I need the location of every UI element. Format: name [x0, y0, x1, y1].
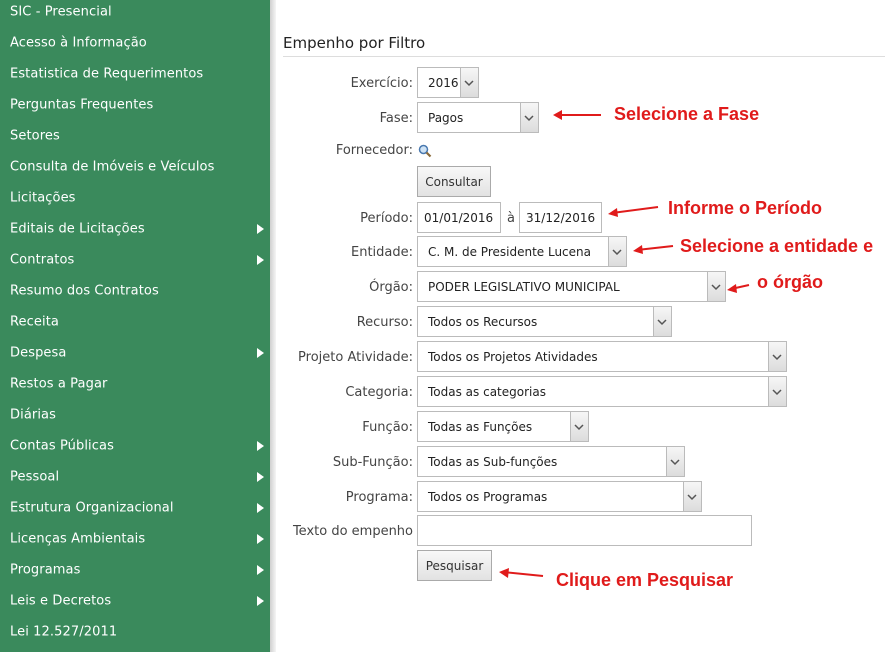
orgao-value: PODER LEGISLATIVO MUNICIPAL: [428, 279, 620, 294]
orgao-label: Órgão:: [369, 280, 413, 295]
entidade-value: C. M. de Presidente Lucena: [428, 244, 591, 259]
sidebar-item-label: Diárias: [10, 407, 56, 422]
programa-value: Todos os Programas: [428, 489, 548, 504]
recurso-value: Todos os Recursos: [428, 314, 538, 329]
sidebar-item-label: Resumo dos Contratos: [10, 283, 159, 298]
projeto-label: Projeto Atividade:: [298, 350, 413, 365]
sidebar-item-licencas-ambientais[interactable]: [0, 523, 270, 554]
chevron-down-icon: [520, 103, 538, 132]
entidade-label: Entidade:: [350, 245, 413, 260]
chevron-down-icon: [460, 68, 478, 97]
sidebar-divider: [270, 0, 276, 652]
sidebar-item-pessoal[interactable]: [0, 461, 270, 492]
sidebar-item-label: Leis e Decretos: [10, 593, 112, 608]
programa-select[interactable]: [417, 481, 702, 512]
orgao-select[interactable]: [417, 271, 726, 302]
sidebar-item-perguntas-frequentes[interactable]: [0, 89, 270, 120]
pesquisar-label: Pesquisar: [425, 558, 484, 573]
sidebar-item-label: Setores: [10, 128, 60, 143]
sidebar-item-despesa[interactable]: [0, 337, 270, 368]
sidebar-item-consulta-de-imoveis-e-veiculos[interactable]: [0, 151, 270, 182]
page-title: Empenho por Filtro: [283, 34, 426, 52]
sidebar-item-estrutura-organizacional[interactable]: [0, 492, 270, 523]
sidebar-item-label: Perguntas Frequentes: [10, 97, 154, 112]
sidebar-item-label: Acesso à Informação: [10, 35, 147, 50]
sidebar-item-programas[interactable]: [0, 554, 270, 585]
chevron-down-icon: [683, 482, 701, 511]
consultar-label: Consultar: [425, 174, 483, 189]
chevron-down-icon: [707, 272, 725, 301]
chevron-down-icon: [666, 447, 684, 476]
arrow-left-icon: [633, 242, 675, 256]
sidebar-item-label: Estatistica de Requerimentos: [10, 66, 204, 81]
sidebar-item-receita[interactable]: [0, 306, 270, 337]
exercicio-value: 2016: [428, 75, 459, 90]
chevron-down-icon: [653, 307, 671, 336]
sidebar-item-licitacoes[interactable]: [0, 182, 270, 213]
sidebar-item-restos-a-pagar[interactable]: [0, 368, 270, 399]
fase-select[interactable]: [417, 102, 539, 133]
sidebar-item-setores[interactable]: [0, 120, 270, 151]
sidebar-item-label: Programas: [10, 562, 81, 577]
funcao-select[interactable]: [417, 411, 589, 442]
texto-label: Texto do empenho: [292, 524, 413, 539]
consultar-button[interactable]: [417, 166, 491, 197]
periodo-to-value: 31/12/2016: [526, 210, 596, 225]
sidebar-menu: [0, 0, 270, 652]
fase-value: Pagos: [428, 110, 464, 125]
fase-label: Fase:: [379, 111, 413, 126]
categoria-label: Categoria:: [345, 385, 413, 400]
subfuncao-value: Todas as Sub-funções: [428, 454, 558, 469]
sidebar-item-lei-12-527-2011[interactable]: [0, 616, 270, 647]
sidebar-item-contratos[interactable]: [0, 244, 270, 275]
projeto-value: Todos os Projetos Atividades: [428, 349, 598, 364]
annotation-periodo: Informe o Período: [668, 198, 823, 218]
sidebar-item-label: Pessoal: [10, 469, 60, 484]
exercicio-label: Exercício:: [350, 76, 413, 91]
sidebar-item-label: Restos a Pagar: [10, 376, 108, 391]
chevron-right-icon: [257, 503, 264, 513]
pesquisar-button[interactable]: [417, 550, 492, 581]
fornecedor-label: Fornecedor:: [335, 143, 413, 158]
periodo-label: Período:: [360, 211, 413, 226]
recurso-select[interactable]: [417, 306, 672, 337]
categoria-select[interactable]: [417, 376, 787, 407]
sidebar-item-contas-publicas[interactable]: [0, 430, 270, 461]
sidebar-item-label: Contratos: [10, 252, 75, 267]
subfuncao-select[interactable]: [417, 446, 685, 477]
sidebar-item-sic-presencial[interactable]: [0, 0, 270, 27]
sidebar-item-editais-de-licitacoes[interactable]: [0, 213, 270, 244]
chevron-right-icon: [257, 348, 264, 358]
sidebar-item-acesso-a-informacao[interactable]: [0, 27, 270, 58]
arrow-left-icon: [553, 108, 603, 122]
periodo-to-input[interactable]: [519, 202, 602, 233]
periodo-from-value: 01/01/2016: [424, 210, 494, 225]
chevron-down-icon: [570, 412, 588, 441]
chevron-right-icon: [257, 534, 264, 544]
arrow-left-icon: [608, 204, 660, 218]
recurso-label: Recurso:: [356, 315, 413, 330]
sidebar-item-estatistica-de-requerimentos[interactable]: [0, 58, 270, 89]
sidebar-item-label: Receita: [10, 314, 59, 329]
chevron-right-icon: [257, 596, 264, 606]
chevron-right-icon: [257, 224, 264, 234]
chevron-right-icon: [257, 565, 264, 575]
funcao-value: Todas as Funções: [428, 419, 533, 434]
sidebar-item-label: Contas Públicas: [10, 438, 114, 453]
sidebar-item-label: Editais de Licitações: [10, 221, 145, 236]
arrow-left-icon: [499, 566, 545, 580]
sidebar-item-label: SIC - Presencial: [10, 4, 112, 19]
chevron-down-icon: [768, 342, 786, 371]
chevron-right-icon: [257, 472, 264, 482]
chevron-right-icon: [257, 441, 264, 451]
sidebar-item-label: Consulta de Imóveis e Veículos: [10, 159, 215, 174]
annotation-entidade: Selecione a entidade e: [680, 236, 874, 256]
entidade-select[interactable]: [417, 236, 627, 267]
periodo-separator: à: [507, 211, 515, 226]
sidebar-item-resumo-dos-contratos[interactable]: [0, 275, 270, 306]
programa-label: Programa:: [345, 490, 413, 505]
sidebar-item-label: Lei 12.527/2011: [10, 624, 118, 639]
title-divider: [283, 56, 885, 57]
sidebar-item-label: Despesa: [10, 345, 67, 360]
categoria-value: Todas as categorias: [428, 384, 546, 399]
exercicio-select[interactable]: [417, 67, 479, 98]
arrow-left-icon: [727, 281, 751, 295]
chevron-down-icon: [768, 377, 786, 406]
chevron-right-icon: [257, 255, 264, 265]
magnifier-icon[interactable]: [418, 143, 432, 157]
subfuncao-label: Sub-Função:: [332, 455, 413, 470]
sidebar-item-label: Estrutura Organizacional: [10, 500, 174, 515]
projeto-select[interactable]: [417, 341, 787, 372]
sidebar-item-label: Licenças Ambientais: [10, 531, 146, 546]
chevron-down-icon: [608, 237, 626, 266]
texto-input[interactable]: [417, 515, 752, 546]
periodo-from-input[interactable]: [417, 202, 501, 233]
annotation-orgao: o órgão: [757, 272, 823, 292]
sidebar-item-leis-e-decretos[interactable]: [0, 585, 270, 616]
annotation-pesquisar: Clique em Pesquisar: [556, 570, 734, 590]
annotation-fase: Selecione a Fase: [614, 104, 760, 124]
sidebar-item-diarias[interactable]: [0, 399, 270, 430]
sidebar-item-label: Licitações: [10, 190, 76, 205]
funcao-label: Função:: [362, 420, 413, 435]
